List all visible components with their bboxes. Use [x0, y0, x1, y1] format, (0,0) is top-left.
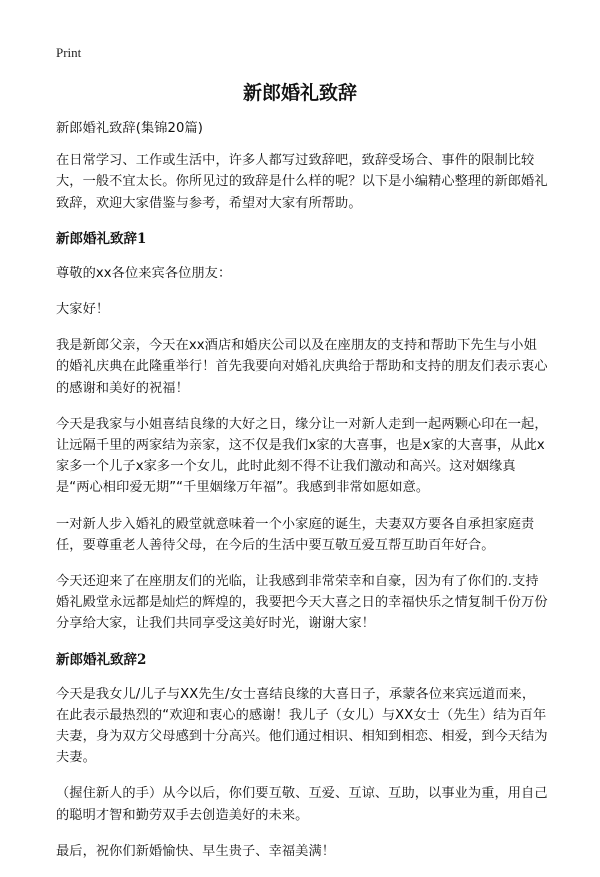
paragraph: 今天是我家与小姐喜结良缘的大好之日，缘分让一对新人走到一起两颗心印在一起，让远隔千里的两家结为亲家，这不仅是我们x家的大喜事，也是x家的大喜事，从此x家多一个儿子x家多一个女儿，此时此刻不得不让我们激动和高兴。这对姻缘真是“两心相印爱无期”“千里姻缘万年福”。我感到非常如愿如意。 — [56, 416, 548, 496]
section-heading-2: 新郎婚礼致辞2 — [56, 651, 147, 668]
section-heading-1: 新郎婚礼致辞1 — [56, 230, 147, 247]
paragraph: 今天还迎来了在座朋友们的光临，让我感到非常荣幸和自豪，因为有了你们的.支持婚礼殿堂永远都是灿烂的辉煌的，我要把今天大喜之日的幸福快乐之情复制千份万份分享给大家，让我们共同享受这美好时光，谢谢大家！ — [56, 574, 548, 632]
intro-paragraph: 在日常学习、工作或生活中，许多人都写过致辞吧，致辞受场合、事件的限制比较大，一般不宜太长。你所见过的致辞是什么样的呢？以下是小编精心整理的新郎婚礼致辞，欢迎大家借鉴与参考，希望对大家有所帮助。 — [56, 153, 548, 211]
print-link[interactable]: Print — [56, 45, 82, 60]
document-body — [56, 118, 548, 877]
paragraph: 最后，祝你们新婚愉快、早生贵子、幸福美满！ — [56, 843, 336, 859]
document-subtitle: 新郎婚礼致辞(集锦20篇) — [56, 121, 204, 136]
paragraph: 尊敬的xx各位来宾各位朋友： — [56, 265, 232, 281]
paragraph: 我是新郎父亲，今天在xx酒店和婚庆公司以及在座朋友的支持和帮助下先生与小姐的婚礼庆典在此隆重举行！首先我要向对婚礼庆典给于帮助和支持的朋友们表示衷心的感谢和美好的祝福！ — [56, 338, 548, 396]
paragraph: 一对新人步入婚礼的殿堂就意味着一个小家庭的诞生，夫妻双方要各自承担家庭责任，要尊重老人善待父母，在今后的生活中要互敬互爱互帮互助百年好合。 — [56, 516, 535, 553]
paragraph: 大家好！ — [56, 302, 110, 318]
paragraph: 今天是我女儿/儿子与XX先生/女士喜结良缘的大喜日子，承蒙各位来宾远道而来，在此表示最热烈的“欢迎和衷心的感谢！我儿子（女儿）与XX女士（先生）结为百年夫妻，身为双方父母感到十分高兴。他们通过相识、相知到相恋、相爱，到今天结为夫妻。 — [56, 686, 548, 766]
paragraph: （握住新人的手）从今以后，你们要互敬、互爱、互谅、互助，以事业为重，用自己的聪明才智和勤劳双手去创造美好的未来。 — [56, 786, 548, 823]
page-title: 新郎婚礼致辞 — [242, 82, 357, 104]
